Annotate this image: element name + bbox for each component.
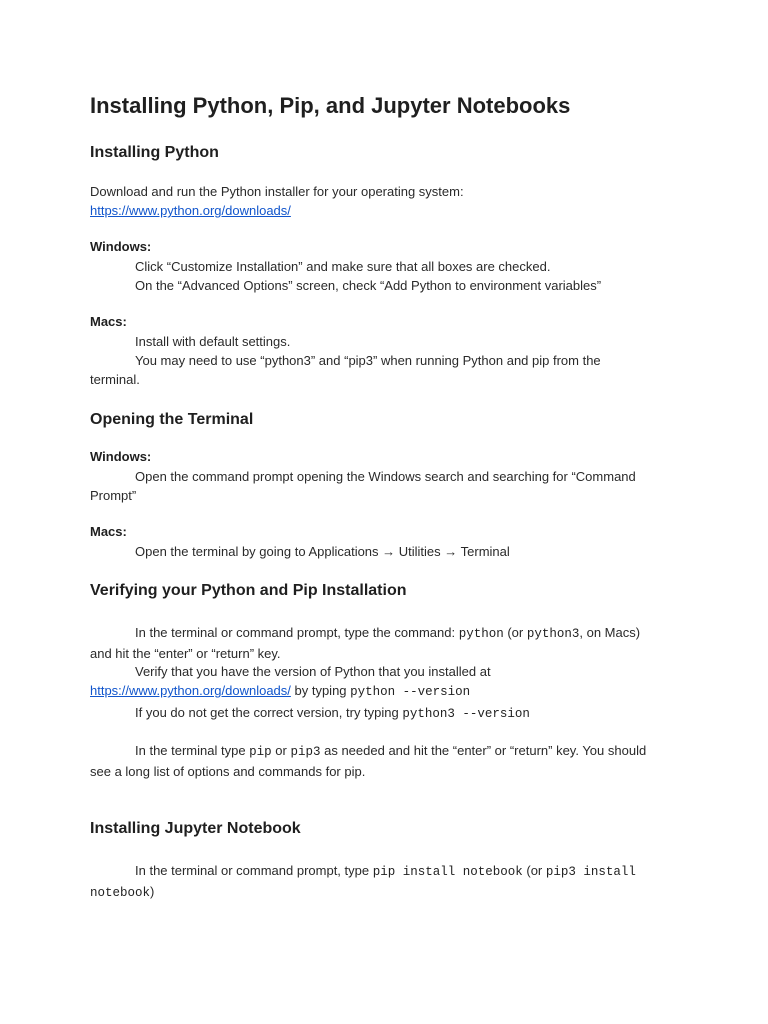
verify-paragraph-1: In the terminal or command prompt, type the command: python (or python3, on Macs) and hit the “enter” or “return” key. [90,625,641,662]
code-python3-version: python3 --version [402,707,530,721]
page-title: Installing Python, Pip, and Jupyter Notebooks [90,93,571,118]
terminal-macs-label: Macs: [90,524,127,539]
windows-step-2: On the “Advanced Options” screen, check “Add Python to environment variables” [135,278,602,293]
windows-step-1: Click “Customize Installation” and make sure that all boxes are checked. [135,259,551,274]
macs-step-2: You may need to use “python3” and “pip3” when running Python and pip from the terminal. [90,353,601,388]
python-downloads-link-2[interactable]: https://www.python.org/downloads/ [90,683,291,699]
heading-opening-terminal: Opening the Terminal [90,411,254,428]
terminal-macs-step: Open the terminal by going to Applications → Utilities → Terminal [135,544,510,559]
intro-paragraph [90,182,690,221]
terminal-windows-step: Open the command prompt opening the Windows search and searching for “Command Prompt” [90,469,636,504]
verify-paragraph-2: Verify that you have the version of Python that you installed at https://www.python.org/downloads/ by typing python --version [90,664,491,700]
macs-label: Macs: [90,314,127,329]
verify-paragraph-4: In the terminal type pip or pip3 as needed and hit the “enter” or “return” key. You should see a long list of options and commands for pip. [90,743,647,780]
code-pip3-install-notebook: pip3 install notebook [90,865,636,901]
heading-verifying-installation: Verifying your Python and Pip Installation [90,582,407,599]
code-python: python [458,627,504,641]
code-python3: python3 [526,627,580,641]
code-pip3: pip3 [290,745,321,759]
windows-label: Windows: [90,239,152,254]
python-downloads-link[interactable]: https://www.python.org/downloads/ [90,203,291,219]
macs-step-1: Install with default settings. [135,334,291,349]
code-pip: pip [249,745,272,759]
jupyter-paragraph: In the terminal or command prompt, type pip install notebook (or pip3 install notebook) [90,863,636,901]
verify-paragraph-3: If you do not get the correct version, try typing python3 --version [135,705,530,721]
code-pip-install-notebook: pip install notebook [372,865,523,879]
code-python-version: python --version [350,685,471,700]
intro-text: Download and run the Python installer for your operating system: [90,184,464,199]
heading-installing-jupyter: Installing Jupyter Notebook [90,820,301,837]
heading-installing-python: Installing Python [90,144,219,161]
terminal-windows-label: Windows: [90,449,152,464]
